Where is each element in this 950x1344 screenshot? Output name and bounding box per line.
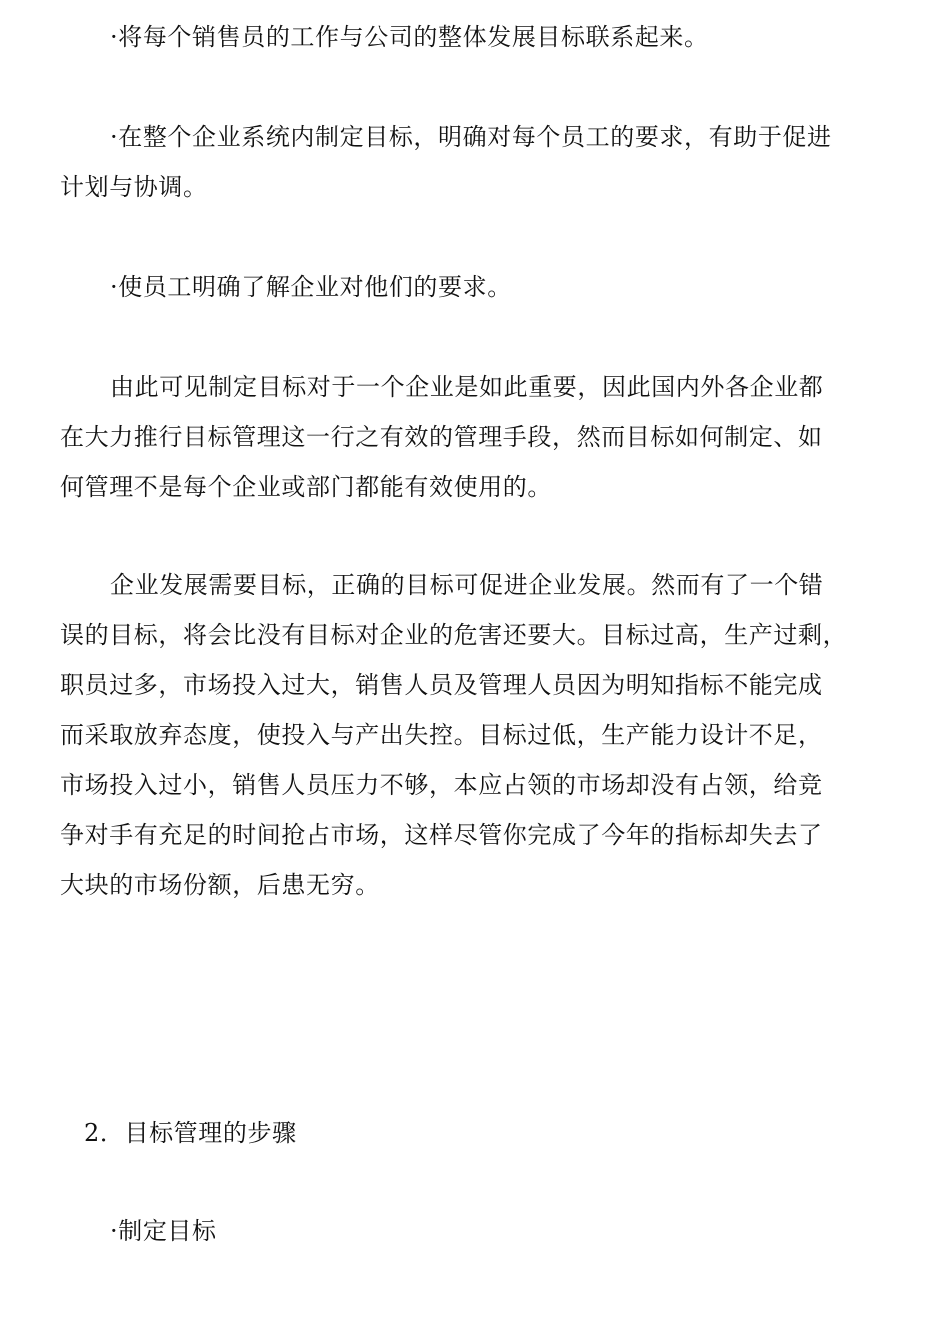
section-heading: 2．目标管理的步骤 — [84, 1119, 297, 1147]
wrong-goal-paragraph-line-4: 而采取放弃态度，使投入与产出失控。目标过低，生产能力设计不足， — [60, 721, 823, 749]
importance-paragraph-line-2: 在大力推行目标管理这一行之有效的管理手段，然而目标如何制定、如 — [60, 423, 823, 451]
wrong-goal-paragraph-line-7: 大块的市场份额，后患无穷。 — [60, 871, 380, 899]
wrong-goal-paragraph-line-5: 市场投入过小，销售人员压力不够，本应占领的市场却没有占领，给竞 — [60, 771, 823, 799]
bullet-system-goals-line-1: ·在整个企业系统内制定目标，明确对每个员工的要求，有助于促进 — [110, 123, 832, 151]
bullet-system-goals-line-2: 计划与协调。 — [60, 173, 208, 201]
importance-paragraph-line-3: 何管理不是每个企业或部门都能有效使用的。 — [60, 473, 552, 501]
wrong-goal-paragraph-line-3: 职员过多，市场投入过大，销售人员及管理人员因为明知指标不能完成 — [60, 671, 823, 699]
bullet-clear-requirements: ·使员工明确了解企业对他们的要求。 — [110, 273, 512, 301]
importance-paragraph-line-1: 由此可见制定目标对于一个企业是如此重要，因此国内外各企业都 — [110, 373, 824, 401]
wrong-goal-paragraph-line-2: 误的目标，将会比没有目标对企业的危害还要大。目标过高，生产过剩， — [60, 621, 848, 649]
wrong-goal-paragraph-line-1: 企业发展需要目标，正确的目标可促进企业发展。然而有了一个错 — [110, 571, 824, 599]
step-item-set-goals: ·制定目标 — [110, 1217, 217, 1245]
bullet-link-goals: ·将每个销售员的工作与公司的整体发展目标联系起来。 — [110, 23, 709, 51]
wrong-goal-paragraph-line-6: 争对手有充足的时间抢占市场，这样尽管你完成了今年的指标却失去了 — [60, 821, 823, 849]
